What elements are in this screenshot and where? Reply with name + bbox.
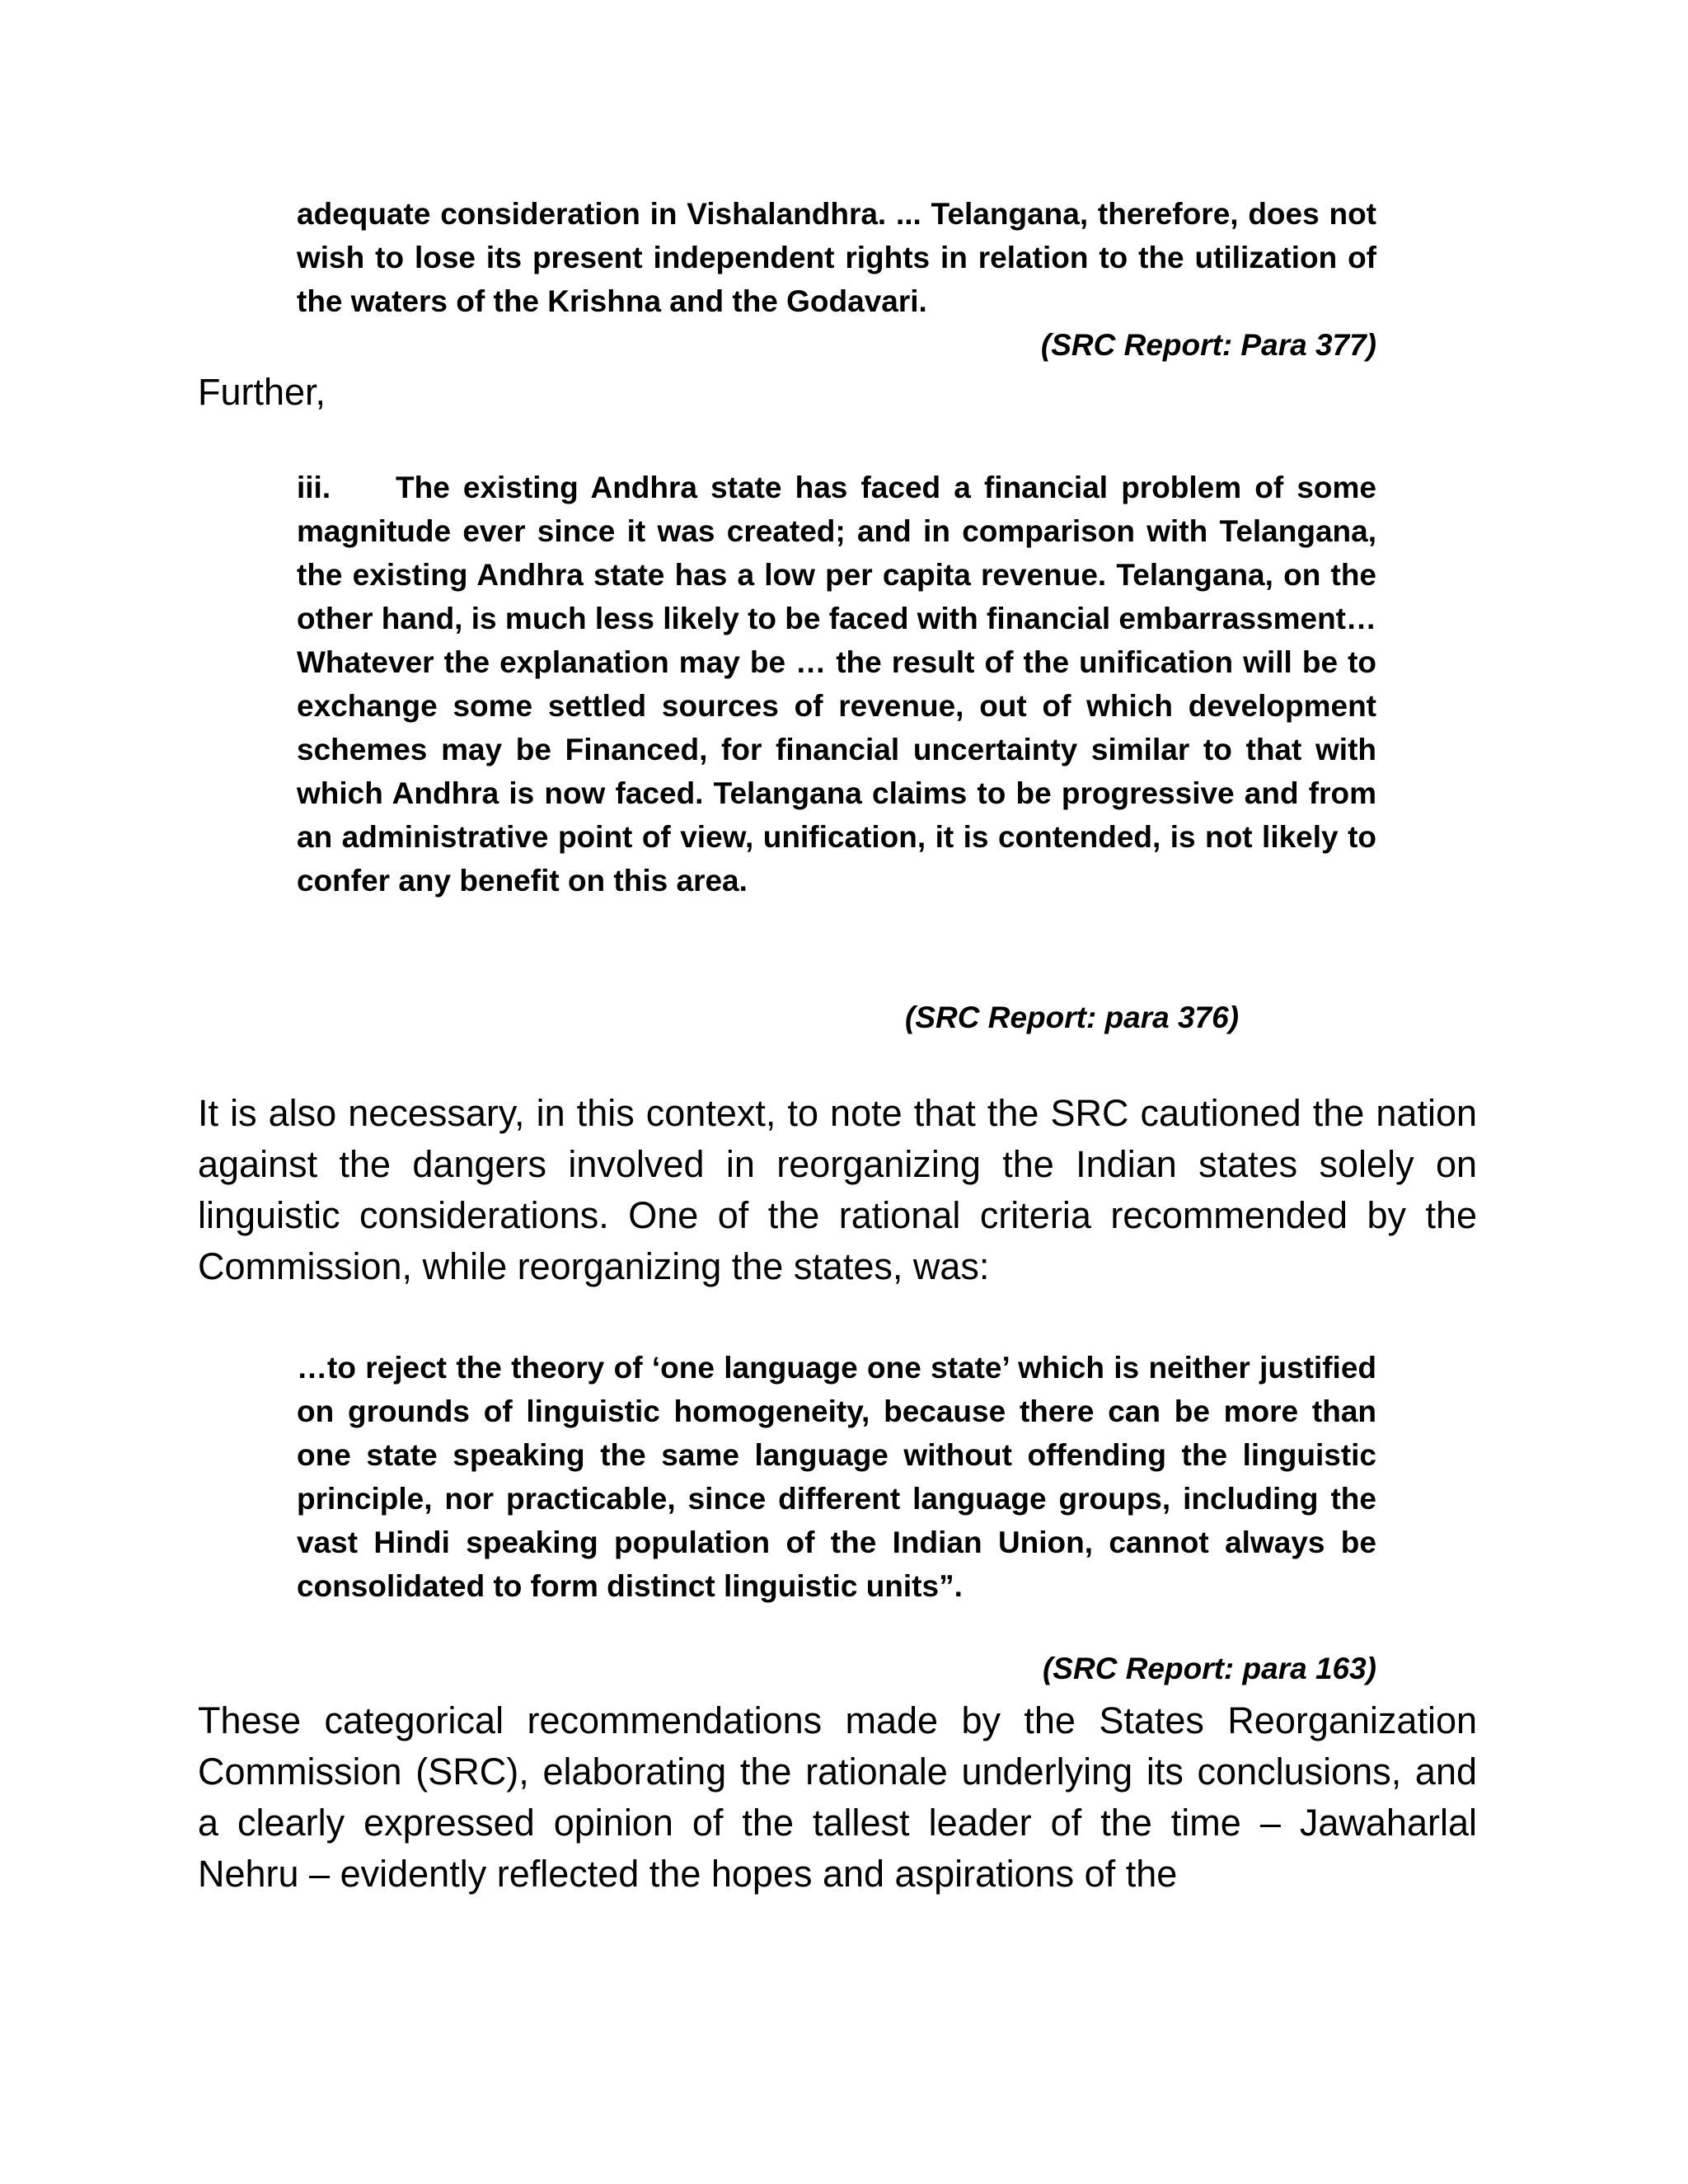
body-paragraph-recommendations: These categorical recommendations made by the States Reorganization Commission (SRC), elaborating the rationale underlying its conclusions, and a clearly expressed opinion of the tallest leader of the time – Jawaharlal Nehru – evidently reflected the hopes and aspirations of the bbox=[198, 1699, 1477, 1895]
quote-text: The existing Andhra state has faced a financial problem of some magnitude ever since it was created; and in comparison with Telangana, the existing Andhra state has a low per capita revenue. Telangana, on the other hand, is much less likely to be faced with financial embarrassment… Whatever the explanation may be … the result of the unification will be to exchange some settled sources of revenue, out of which development schemes may be Financed, for financial uncertainty similar to that with which Andhra is now faced. Telangana claims to be progressive and from an administrative point of view, unification, it is contended, is not likely to confer any benefit on this area. bbox=[297, 471, 1376, 898]
quote-text: …to reject the theory of ‘one language one state’ which is neither justified on grounds of linguistic homogeneity, because there can be more than one state speaking the same language without offending the linguistic principle, nor practicable, since different language groups, including the vast Hindi speaking population of the Indian Union, cannot always be consolidated to form distinct linguistic units”. bbox=[297, 1351, 1376, 1603]
block-quote-financial bbox=[297, 466, 1376, 902]
quote-paragraph bbox=[297, 466, 1376, 902]
block-quote-water-rights bbox=[297, 192, 1376, 323]
citation-para-163: (SRC Report: para 163) bbox=[1042, 1652, 1376, 1685]
citation-para-377: (SRC Report: Para 377) bbox=[1040, 328, 1376, 362]
citation-para-376: (SRC Report: para 376) bbox=[905, 1001, 1240, 1034]
list-marker: iii. bbox=[297, 471, 331, 504]
quote-text: adequate consideration in Vishalandhra. ... Telangana, therefore, does not wish to lose its present independent rights in relation to the utilization of the waters of the Krishna and the Godavari. bbox=[297, 197, 1376, 318]
block-quote-one-language bbox=[297, 1346, 1376, 1608]
further-label: Further, bbox=[198, 371, 326, 413]
body-paragraph-src-caution: It is also necessary, in this context, to note that the SRC cautioned the nation against the dangers involved in reorganizing the Indian states solely on linguistic considerations. One of the rational criteria recommended by the Commission, while reorganizing the states, was: bbox=[198, 1092, 1477, 1287]
